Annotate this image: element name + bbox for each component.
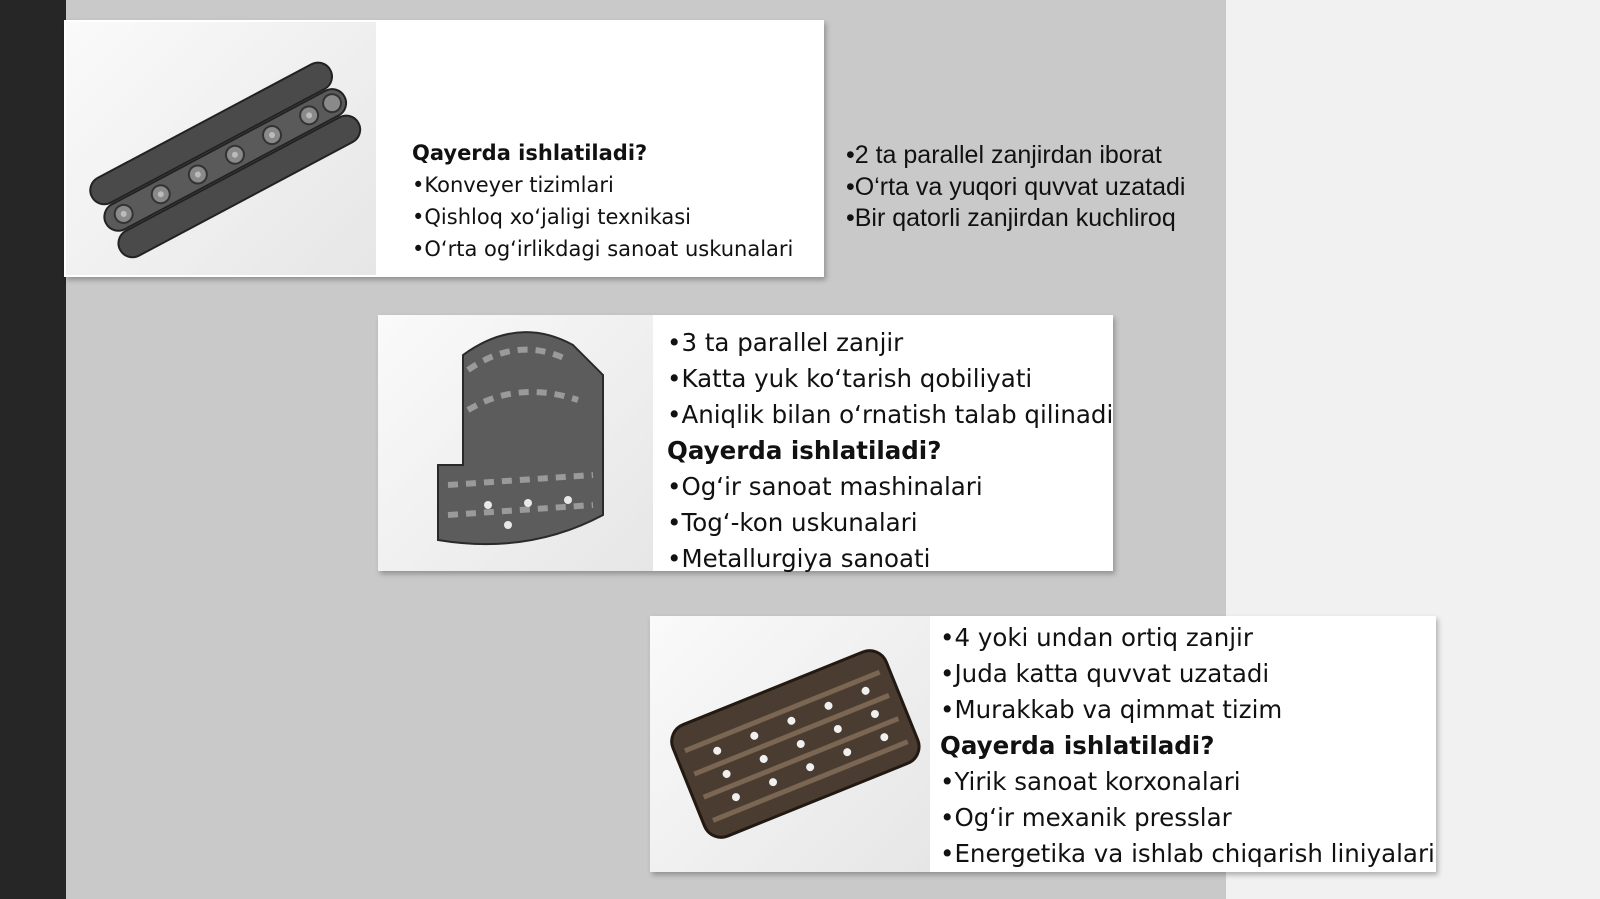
card2-feature: •3 ta parallel zanjir (667, 328, 904, 357)
triplex-chain-image (378, 315, 653, 571)
card1-heading: Qayerda ishlatiladi? (412, 141, 648, 165)
card2-item: •Tog‘-kon uskunalari (667, 508, 918, 537)
card2-feature: •Katta yuk ko‘tarish qobiliyati (667, 364, 1033, 393)
card3-heading: Qayerda ishlatiladi? (940, 731, 1215, 760)
card1-feature: •O‘rta va yuqori quvvat uzatadi (846, 172, 1186, 201)
card2-heading: Qayerda ishlatiladi? (667, 436, 942, 465)
left-dark-bar (0, 0, 66, 899)
card1-item: •O‘rta og‘irlikdagi sanoat uskunalari (412, 237, 794, 261)
card1-feature: •Bir qatorli zanjirdan kuchliroq (846, 204, 1176, 232)
card1-features-text (846, 140, 1185, 235)
card3-feature: •Murakkab va qimmat tizim (940, 695, 1283, 724)
card2-item: •Og‘ir sanoat mashinalari (667, 472, 983, 501)
card3-item: •Og‘ir mexanik presslar (940, 803, 1232, 832)
card1-usage-text (412, 137, 793, 265)
card3-item: •Yirik sanoat korxonalari (940, 767, 1241, 796)
card3-feature: •4 yoki undan ortiq zanjir (940, 623, 1253, 652)
card1-feature: •2 ta parallel zanjirdan iborat (846, 141, 1162, 169)
card3-text (940, 620, 1435, 872)
card1-item: •Qishloq xo‘jaligi texnikasi (412, 205, 691, 229)
card1-item: •Konveyer tizimlari (412, 173, 614, 197)
card2-feature: •Aniqlik bilan o‘rnatish talab qilinadi (667, 400, 1114, 429)
multistrand-chain-image (650, 616, 930, 872)
card2-item: •Metallurgiya sanoati (667, 544, 931, 573)
card3-item: •Energetika va ishlab chiqarish liniyalari (940, 839, 1435, 868)
card3-feature: •Juda katta quvvat uzatadi (940, 659, 1270, 688)
duplex-chain-image (66, 22, 376, 275)
card2-text (667, 325, 1113, 577)
